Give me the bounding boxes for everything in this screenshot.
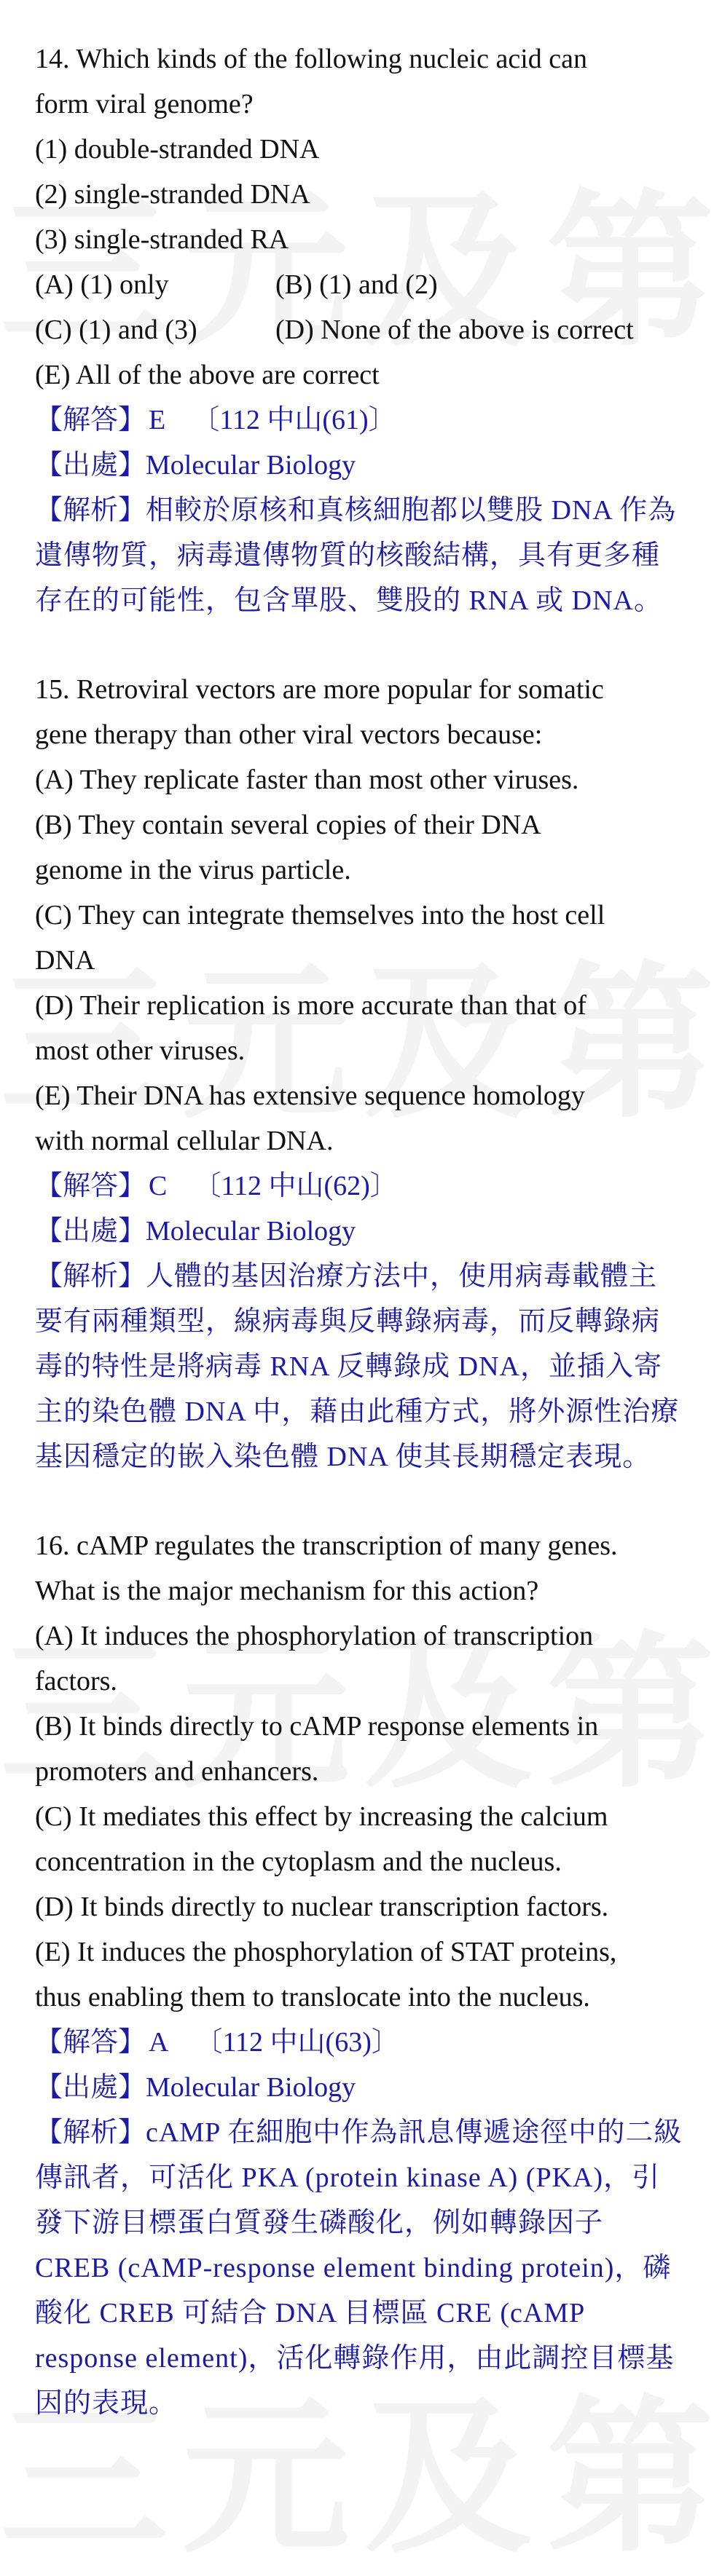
explain-tag: 【解析】 [35, 2117, 146, 2148]
explanation [35, 2110, 683, 2426]
option-c: (C) It mediates this effect by increasing the calcium [35, 1801, 608, 1832]
option-d: (D) It binds directly to nuclear transcription factors. [35, 1892, 609, 1922]
explain-tag: 【解析】 [35, 495, 146, 526]
question-stem-line: 14. Which kinds of the following nucleic acid can [35, 44, 588, 74]
option-e: (E) All of the above are correct [35, 360, 380, 390]
option-e: (E) Their DNA has extensive sequence homology [35, 1080, 585, 1111]
statement-item: (2) single-stranded DNA [35, 179, 310, 210]
option-e-cont: with normal cellular DNA. [35, 1126, 334, 1156]
options-row-ab [35, 262, 683, 307]
option-c: (C) They can integrate themselves into the host cell [35, 900, 605, 931]
answer-tag: 【解答】 [35, 405, 146, 435]
options-row-cd [35, 307, 683, 352]
answer-tag: 【解答】 [35, 1171, 146, 1201]
question-14 [35, 36, 683, 623]
source-reference: 〔112 中山(63)〕 [195, 2027, 399, 2058]
statement-item: (1) double-stranded DNA [35, 134, 320, 165]
explanation [35, 1254, 683, 1479]
question-stem-line: What is the major mechanism for this action? [35, 1576, 539, 1606]
option-b-cont: genome in the virus particle. [35, 855, 351, 885]
answer-value: C [149, 1171, 168, 1201]
explanation [35, 488, 683, 623]
origin-tag: 【出處】 [35, 1216, 146, 1246]
answer-value: E [149, 405, 166, 435]
answer-tag: 【解答】 [35, 2027, 146, 2058]
option-e: (E) It induces the phosphorylation of STAT proteins, [35, 1937, 617, 1967]
option-e-cont: thus enabling them to translocate into the nucleus. [35, 1982, 590, 2012]
option-c: (C) (1) and (3) [35, 315, 197, 345]
answer-line [35, 398, 683, 443]
question-15 [35, 667, 683, 1479]
answer-line [35, 1163, 683, 1209]
origin-line [35, 2065, 683, 2110]
origin-value: Molecular Biology [146, 1216, 356, 1246]
option-a: (A) It induces the phosphorylation of transcription [35, 1621, 594, 1651]
option-c-cont: DNA [35, 945, 95, 976]
source-reference: 〔112 中山(61)〕 [192, 405, 396, 435]
question-stem-line: form viral genome? [35, 89, 254, 119]
option-d: (D) None of the above is correct [275, 315, 634, 345]
question-stem-line: 15. Retroviral vectors are more popular for somatic [35, 674, 604, 705]
option-a: (A) (1) only [35, 269, 169, 300]
option-d: (D) Their replication is more accurate than that of [35, 990, 586, 1021]
explain-text: 人體的基因治療方法中，使用病毒載體主要有兩種類型，線病毒與反轉錄病毒，而反轉錄病毒的特性是將病毒 RNA 反轉錄成 DNA，並插入寄主的染色體 DNA 中，藉由此種方式，將外源性治療基因穩定的嵌入染色體 DNA 使其長期穩定表現。 [35, 1261, 680, 1472]
origin-tag: 【出處】 [35, 450, 146, 481]
origin-value: Molecular Biology [146, 2072, 356, 2103]
origin-line [35, 1209, 683, 1254]
answer-value: A [149, 2027, 169, 2058]
statement-item: (3) single-stranded RA [35, 224, 289, 255]
answer-line [35, 2020, 683, 2065]
option-b: (B) (1) and (2) [275, 269, 438, 300]
question-stem-line: 16. cAMP regulates the transcription of many genes. [35, 1530, 618, 1561]
explain-text: 相較於原核和真核細胞都以雙股 DNA 作為遺傳物質，病毒遺傳物質的核酸結構，具有更多種存在的可能性，包含單股、雙股的 RNA 或 DNA。 [35, 495, 677, 616]
option-d-cont: most other viruses. [35, 1035, 246, 1066]
explain-tag: 【解析】 [35, 1261, 146, 1292]
option-a: (A) They replicate faster than most other viruses. [35, 764, 579, 795]
option-c-cont: concentration in the cytoplasm and the nucleus. [35, 1846, 562, 1877]
option-b-cont: promoters and enhancers. [35, 1756, 319, 1787]
source-reference: 〔112 中山(62)〕 [193, 1171, 398, 1201]
explain-text: cAMP 在細胞中作為訊息傳遞途徑中的二級傳訊者，可活化 PKA (protein kinase A) (PKA)，引發下游目標蛋白質發生磷酸化，例如轉錄因子 CREB (cAMP-response element binding protein)，磷酸化 CREB 可結合 DNA 目標區 CRE (cAMP response element)，活化轉錄作用，由此調控目標基因的表現。 [35, 2117, 683, 2419]
option-a-cont: factors. [35, 1666, 117, 1696]
origin-tag: 【出處】 [35, 2072, 146, 2103]
option-b: (B) They contain several copies of their DNA [35, 810, 541, 840]
question-stem-line: gene therapy than other viral vectors because: [35, 719, 543, 750]
origin-line [35, 443, 683, 488]
origin-value: Molecular Biology [146, 450, 356, 481]
option-b: (B) It binds directly to cAMP response elements in [35, 1711, 599, 1742]
question-16 [35, 1523, 683, 2426]
